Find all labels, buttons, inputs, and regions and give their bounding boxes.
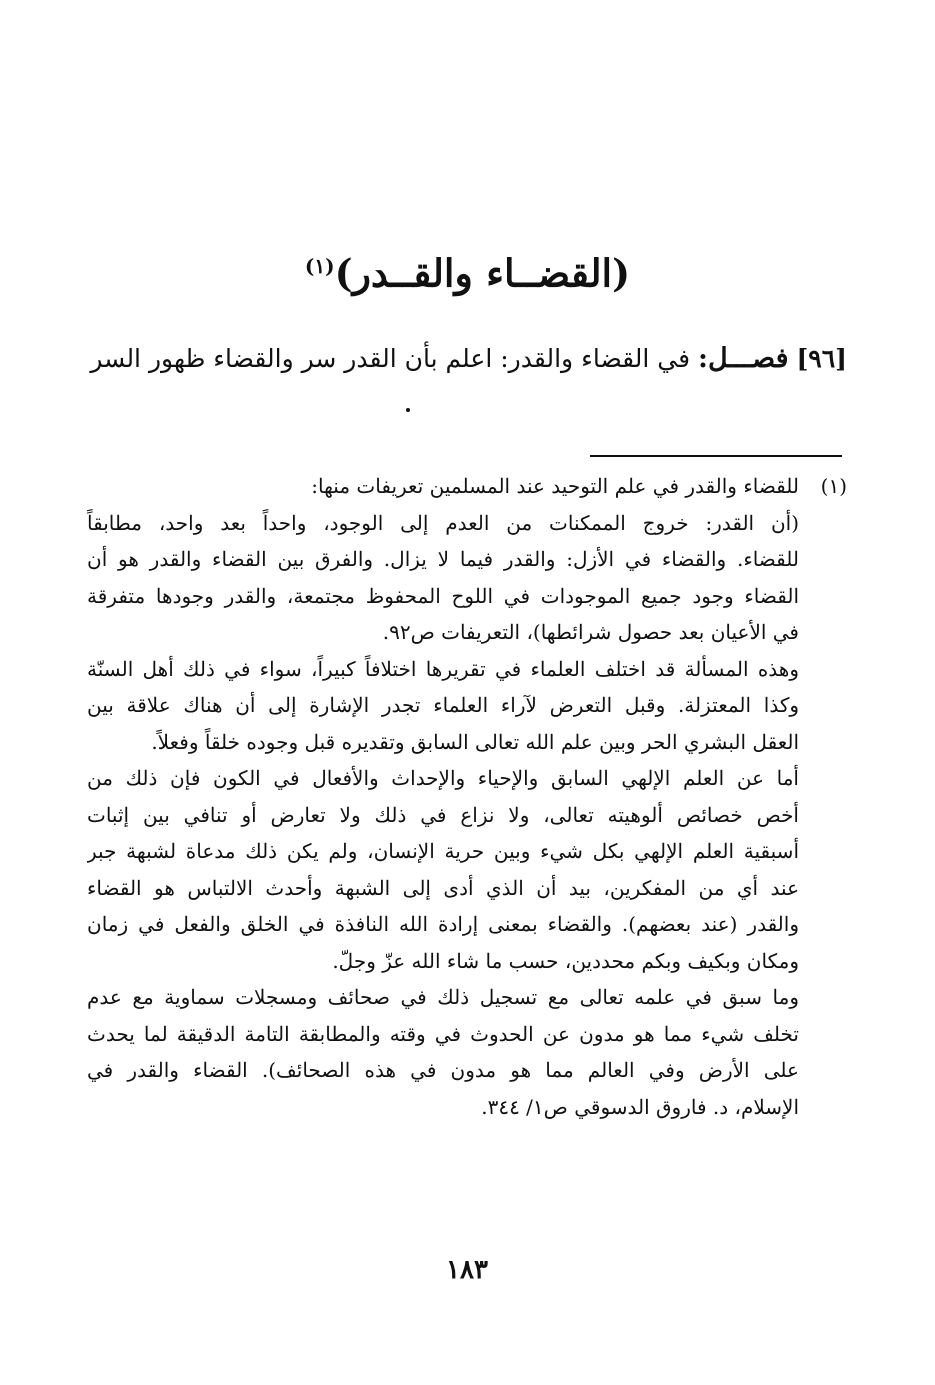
section-label: فصـــل: xyxy=(698,343,789,374)
footnote-line: للقضاء. والقضاء في الأزل: والقدر فيما لا يزال. والفرق بين القضاء والقدر هو أن xyxy=(87,547,799,571)
footnote-line: عند أي من المفكرين، بيد أن الذي أدى إلى الشبهة وأحدث الالتباس هو القضاء xyxy=(87,875,799,900)
footnote-line: (أن القدر: خروج الممكنات من العدم إلى الوجود، واحداً بعد واحد، مطابقاً xyxy=(87,510,799,535)
footnote-line: على الأرض وفي العالم مما هو مدون في هذه الصحائف). القضاء والقدر في xyxy=(87,1058,799,1082)
section-text: في القضاء والقدر: اعلم بأن القدر سر والقضاء ظهور السر xyxy=(90,344,691,373)
footnote-line: وما سبق في علمه تعالى مع تسجيل ذلك في صحائف ومسجلات سماوية مع عدم xyxy=(87,985,799,1009)
footnote-line: وكذا المعتزلة. وقبل التعرض لآراء العلماء تجدر الإشارة إلى أن هناك علاقة بين xyxy=(87,693,799,717)
footnote-line: الإسلام، د. فاروق الدسوقي ص١/ ٣٤٤. xyxy=(481,1094,799,1119)
chapter-footnote-ref: (١) xyxy=(304,254,335,278)
footnote-block xyxy=(87,468,847,1125)
footnote-line: أما عن العلم الإلهي السابق والإحياء والإحداث والأفعال في الكون فإن ذلك من xyxy=(87,766,799,790)
footnote-line: أخص خصائص ألوهيته تعالى، ولا نزاع في ذلك ولا تعارض أو تنافي بين إثبات xyxy=(87,802,799,827)
footnote-line: وهذه المسألة قد اختلف العلماء في تقريرها اختلافاً كبيراً، سواء في ذلك أهل السنّة xyxy=(87,656,799,681)
footnote-line: ومكان وبكيف وبكم محددين، حسب ما شاء الله عزّ وجلّ. xyxy=(332,948,799,973)
footnote-marker: (١) xyxy=(820,474,847,498)
chapter-title-text: (القضــاء والقــدر) xyxy=(334,250,631,296)
footnote-line: القضاء وجود جميع الموجودات في اللوح المحفوظ مجتمعة، والقدر وجودها متفرقة xyxy=(87,583,799,608)
footnote-separator xyxy=(590,455,842,457)
chapter-title xyxy=(100,236,835,304)
footnote-body xyxy=(87,468,799,1125)
footnote-line: في الأعيان بعد حصول شرائطها)، التعريفات ص٩٢. xyxy=(382,620,799,644)
section-heading xyxy=(87,334,847,384)
footnote-line: للقضاء والقدر في علم التوحيد عند المسلمين تعريفات منها: xyxy=(311,474,799,498)
footnote-line: تخلف شيء مما هو مدون عن الحدوث في وقته والمطابقة التامة الدقيقة لما يحدث xyxy=(87,1021,799,1046)
page-number: ١٨٣ xyxy=(446,1255,488,1285)
footnote-line: العقل البشري الحر وبين علم الله تعالى السابق وتقديره قبل وجوده خلقاً وفعلاً. xyxy=(151,729,799,754)
footnote-line: أسبقية العلم الإلهي بكل شيء وبين حرية الإنسان، ولم يكن ذلك مدعاة لشبهة جبر xyxy=(87,839,799,863)
section-number: [٩٦] xyxy=(796,344,847,373)
footnote-line: والقدر (عند بعضهم). والقضاء بمعنى إرادة الله النافذة في الخلق والفعل في زمان xyxy=(87,912,799,936)
ornament-dot xyxy=(406,408,410,412)
